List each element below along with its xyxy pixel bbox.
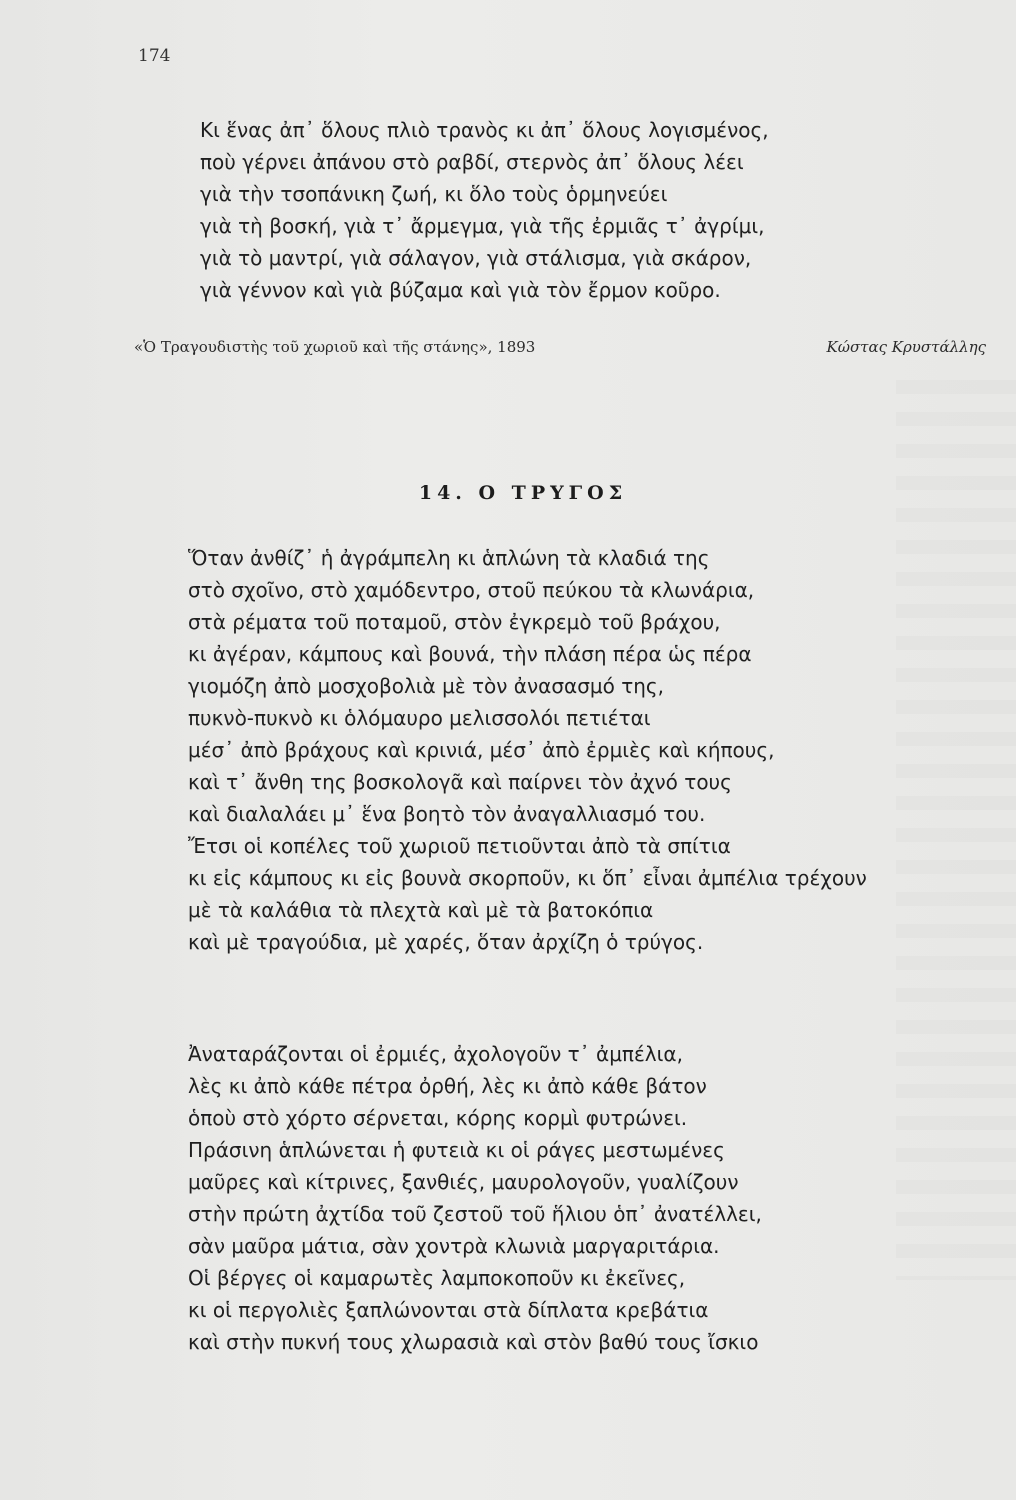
verse-line: μαῦρες καὶ κίτρινες, ξανθιές, μαυρολογοῦν, γυαλίζουν <box>188 1170 739 1194</box>
page-number: 174 <box>138 46 171 66</box>
poem-stanza-1 <box>188 542 867 958</box>
verse-line: λὲς κι ἀπὸ κάθε πέτρα ὀρθή, λὲς κι ἀπὸ κάθε βάτον <box>188 1074 707 1098</box>
author-name: Κώστας Κρυστάλλης <box>826 338 986 356</box>
verse-line: καὶ τ᾽ ἄνθη της βοσκολογᾶ καὶ παίρνει τὸν ἀχνό τους <box>188 770 732 794</box>
verse-line: πυκνὸ-πυκνὸ κι ὁλόμαυρο μελισσολόι πετιέται <box>188 706 651 730</box>
verse-line: καὶ στὴν πυκνή τους χλωρασιὰ καὶ στὸν βαθύ τους ἴσκιο <box>188 1330 759 1354</box>
verse-line: γιὰ τὸ μαντρί, γιὰ σάλαγον, γιὰ στάλισμα, γιὰ σκάρον, <box>200 246 752 270</box>
verse-line: ποὺ γέρνει ἀπάνου στὸ ραβδί, στερνὸς ἀπ᾽ ὅλους λέει <box>200 150 744 174</box>
verse-line: μὲ τὰ καλάθια τὰ πλεχτὰ καὶ μὲ τὰ βατοκόπια <box>188 898 654 922</box>
verse-line: Οἱ βέργες οἱ καμαρωτὲς λαμποκοποῦν κι ἐκεῖνες, <box>188 1266 686 1290</box>
verse-line: μέσ᾽ ἀπὸ βράχους καὶ κρινιά, μέσ᾽ ἀπὸ ἐρμιὲς καὶ κήπους, <box>188 738 775 762</box>
verse-line: στὴν πρώτη ἀχτίδα τοῦ ζεστοῦ τοῦ ἥλιου ὁπ᾽ ἀνατέλλει, <box>188 1202 762 1226</box>
verse-line: γιομόζη ἀπὸ μοσχοβολιὰ μὲ τὸν ἀνασασμό της, <box>188 674 665 698</box>
verse-line: Κι ἕνας ἀπ᾽ ὅλους πλιὸ τρανὸς κι ἀπ᾽ ὅλους λογισμένος, <box>200 118 769 142</box>
verse-line: κι ἀγέραν, κάμπους καὶ βουνά, τὴν πλάση πέρα ὡς πέρα <box>188 642 752 666</box>
section-title: 14. Ο ΤΡΥΓΟΣ <box>418 482 628 504</box>
verse-line: Ἀναταράζονται οἱ ἐρμιές, ἀχολογοῦν τ᾽ ἀμπέλια, <box>188 1042 683 1066</box>
verse-line: ὁποὺ στὸ χόρτο σέρνεται, κόρης κορμὶ φυτρώνει. <box>188 1106 688 1130</box>
verse-line: κι οἱ περγολιὲς ξαπλώνονται στὰ δίπλατα κρεβάτια <box>188 1298 709 1322</box>
verse-line: Πράσινη ἁπλώνεται ἡ φυτειὰ κι οἱ ράγες μεστωμένες <box>188 1138 725 1162</box>
verse-line: στὰ ρέματα τοῦ ποταμοῦ, στὸν ἐγκρεμὸ τοῦ βράχου, <box>188 610 721 634</box>
verse-line: σὰν μαῦρα μάτια, σὰν χοντρὰ κλωνιὰ μαργαριτάρια. <box>188 1234 720 1258</box>
verse-line: στὸ σχοῖνο, στὸ χαμόδεντρο, στοῦ πεύκου τὰ κλωνάρια, <box>188 578 755 602</box>
poem-excerpt-stanza <box>200 114 769 306</box>
verse-line: καὶ μὲ τραγούδια, μὲ χαρές, ὅταν ἀρχίζη ὁ τρύγος. <box>188 930 704 954</box>
verse-line: Ἔτσι οἱ κοπέλες τοῦ χωριοῦ πετιοῦνται ἀπὸ τὰ σπίτια <box>188 834 731 858</box>
verse-line: κι εἰς κάμπους κι εἰς βουνὰ σκορποῦν, κι ὅπ᾽ εἶναι ἀμπέλια τρέχουν <box>188 866 867 890</box>
poem-stanza-2 <box>188 1038 762 1358</box>
verse-line: γιὰ τὴ βοσκή, γιὰ τ᾽ ἄρμεγμα, γιὰ τῆς ἐρμιᾶς τ᾽ ἀγρίμι, <box>200 214 765 238</box>
verse-line: καὶ διαλαλάει μ᾽ ἕνα βοητὸ τὸν ἀναγαλλιασμό του. <box>188 802 706 826</box>
source-work: «Ὁ Τραγουδιστὴς τοῦ χωριοῦ καὶ τῆς στάνης», 1893 <box>134 338 536 356</box>
show-through-texture <box>896 380 1016 1280</box>
verse-line: γιὰ τὴν τσοπάνικη ζωή, κι ὅλο τοὺς ὁρμηνεύει <box>200 182 668 206</box>
verse-line: γιὰ γέννον καὶ γιὰ βύζαμα καὶ γιὰ τὸν ἔρμον κοῦρο. <box>200 278 721 302</box>
verse-line: Ὅταν ἀνθίζ᾽ ἡ ἀγράμπελη κι ἁπλώνη τὰ κλαδιά της <box>188 546 710 570</box>
